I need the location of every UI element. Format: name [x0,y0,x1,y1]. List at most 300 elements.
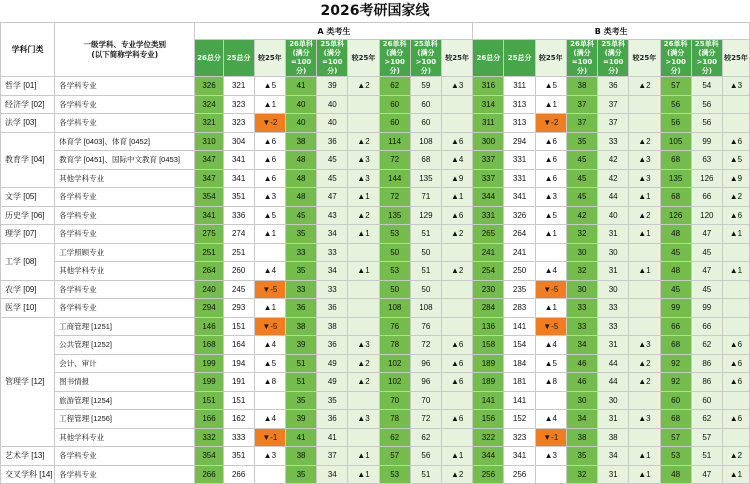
score-cell-a: 48 [285,151,316,170]
score-cell-b: 37 [598,114,629,133]
score-cell-b: 68 [660,410,691,429]
score-cell-a: 33 [317,243,348,262]
score-cell-b: 300 [473,132,504,151]
score-cell-a: 41 [317,428,348,447]
table-row [1,114,750,133]
score-cell-b: 40 [598,206,629,225]
score-cell-a: 251 [195,243,223,262]
change-cell-b: ▲6 [722,206,749,225]
score-cell-a: 35 [285,225,316,244]
score-cell-a: 304 [223,132,254,151]
change-cell-a: ▲2 [348,206,379,225]
category-cell: 图书情报 [55,373,195,392]
score-cell-b: 37 [598,95,629,114]
score-cell-b: 46 [566,373,597,392]
score-cell-b: 99 [660,299,691,318]
change-cell-b: ▲1 [629,447,660,466]
change-cell-a: ▲6 [441,206,472,225]
column-header-a-2: 较25年 [254,40,285,77]
subject-cell: 交叉学科 [14] [1,465,55,484]
score-cell-a: 351 [223,447,254,466]
score-cell-a: 260 [223,262,254,281]
change-cell-b [629,299,660,318]
score-cell-a: 341 [223,169,254,188]
column-header-a-7: 25单科 (满分 >100分) [410,40,441,77]
change-cell-b: ▲3 [629,169,660,188]
score-cell-a: 326 [195,77,223,96]
column-header-a-5: 较25年 [348,40,379,77]
change-cell-b: ▲1 [629,465,660,484]
change-cell-b: ▲1 [629,188,660,207]
score-cell-b: 62 [691,410,722,429]
score-cell-a: 70 [379,391,410,410]
subject-cell: 医学 [10] [1,299,55,318]
change-cell-a: ▼-2 [254,114,285,133]
score-cell-a: 240 [195,280,223,299]
change-cell-a [441,243,472,262]
subject-cell: 管理学 [12] [1,317,55,447]
score-cell-a: 51 [410,262,441,281]
score-cell-b: 56 [691,95,722,114]
score-cell-b: 38 [598,428,629,447]
table-row [1,169,750,188]
table-row [1,206,750,225]
score-cell-a: 323 [223,95,254,114]
table-row [1,225,750,244]
score-cell-a: 33 [285,280,316,299]
score-cell-a: 39 [285,336,316,355]
score-cell-b: 33 [598,299,629,318]
score-cell-a: 108 [410,132,441,151]
score-cell-b: 45 [566,151,597,170]
score-cell-b: 45 [566,188,597,207]
score-cell-b: 35 [566,132,597,151]
score-cell-a: 324 [195,95,223,114]
change-cell-a: ▲1 [441,188,472,207]
score-cell-b: 57 [660,77,691,96]
change-cell-a: ▲1 [348,465,379,484]
score-cell-a: 144 [379,169,410,188]
score-cell-a: 62 [379,428,410,447]
score-cell-a: 162 [223,410,254,429]
table-row [1,465,750,484]
score-cell-b: 311 [473,114,504,133]
score-cell-b: 32 [566,225,597,244]
score-cell-b: 45 [660,243,691,262]
change-cell-a [441,428,472,447]
change-cell-a: ▲2 [441,262,472,281]
change-cell-b: ▲1 [722,225,749,244]
change-cell-b: ▲1 [629,225,660,244]
change-cell-b: ▼-5 [535,280,566,299]
score-cell-a: 41 [285,77,316,96]
change-cell-a: ▲8 [254,373,285,392]
score-cell-a: 321 [195,114,223,133]
score-cell-a: 36 [317,299,348,318]
category-cell: 教育学 [0451]、国际中文教育 [0453] [55,151,195,170]
table-row [1,132,750,151]
change-cell-a: ▲1 [254,299,285,318]
header-category-line1: 一级学科、专业学位类别 [83,39,167,49]
score-cell-a: 37 [317,447,348,466]
change-cell-a: ▲6 [441,336,472,355]
score-cell-b: 45 [691,243,722,262]
change-cell-a: ▲2 [348,132,379,151]
score-cell-b: 33 [598,317,629,336]
column-header-b-4: 25单科 (满分 =100分) [598,40,629,77]
score-cell-b: 230 [473,280,504,299]
score-cell-a: 166 [195,410,223,429]
table-row [1,151,750,170]
change-cell-a: ▲6 [441,373,472,392]
score-cell-a: 354 [195,447,223,466]
change-cell-a [348,391,379,410]
category-cell: 其他学科专业 [55,169,195,188]
change-cell-b: ▲5 [535,77,566,96]
change-cell-a: ▲1 [348,262,379,281]
score-cell-a: 40 [285,95,316,114]
score-cell-a: 50 [379,280,410,299]
change-cell-b: ▲2 [629,354,660,373]
score-cell-a: 39 [285,410,316,429]
change-cell-b: ▲3 [535,188,566,207]
change-cell-b: ▲2 [629,132,660,151]
score-cell-a: 36 [317,336,348,355]
change-cell-a [441,280,472,299]
score-cell-a: 33 [285,243,316,262]
score-cell-b: 337 [473,169,504,188]
score-cell-b: 47 [691,465,722,484]
column-header-a-3: 26单科 (满分 =100分) [285,40,316,77]
change-cell-a [441,114,472,133]
change-cell-b: ▲6 [722,410,749,429]
score-cell-a: 45 [317,169,348,188]
score-cell-b: 36 [598,77,629,96]
score-cell-b: 250 [504,262,535,281]
score-cell-b: 92 [660,354,691,373]
change-cell-a: ▲2 [441,465,472,484]
score-cell-a: 39 [317,77,348,96]
score-cell-b: 135 [660,169,691,188]
change-cell-a [441,317,472,336]
score-cell-a: 51 [410,465,441,484]
score-cell-a: 135 [410,169,441,188]
table-row [1,447,750,466]
change-cell-b: ▲1 [629,262,660,281]
score-cell-a: 51 [285,373,316,392]
change-cell-a: ▲5 [254,77,285,96]
score-cell-b: 254 [473,262,504,281]
score-cell-b: 45 [660,280,691,299]
score-cell-b: 189 [473,373,504,392]
change-cell-b: ▲6 [722,354,749,373]
score-cell-b: 66 [691,317,722,336]
score-cell-b: 30 [598,243,629,262]
change-cell-a [348,299,379,318]
score-cell-b: 235 [504,280,535,299]
table-row [1,95,750,114]
score-cell-b: 32 [566,465,597,484]
score-cell-b: 48 [660,465,691,484]
change-cell-b: ▲1 [535,95,566,114]
category-cell: 体育学 [0403]、体育 [0452] [55,132,195,151]
score-cell-a: 53 [379,262,410,281]
score-cell-b: 33 [566,317,597,336]
score-cell-a: 332 [195,428,223,447]
score-cell-b: 37 [566,114,597,133]
score-cell-b: 56 [660,95,691,114]
change-cell-b: ▲6 [722,373,749,392]
score-cell-b: 56 [660,114,691,133]
score-cell-b: 31 [598,336,629,355]
change-cell-b [722,114,749,133]
score-cell-b: 44 [598,373,629,392]
category-cell: 其他学科专业 [55,428,195,447]
change-cell-b [535,391,566,410]
score-cell-b: 31 [598,262,629,281]
change-cell-b: ▲8 [535,373,566,392]
score-cell-b: 313 [504,95,535,114]
change-cell-a [348,114,379,133]
score-cell-b: 45 [566,169,597,188]
score-cell-a: 78 [379,410,410,429]
column-header-a-6: 26单科 (满分 >100分) [379,40,410,77]
change-cell-a: ▲6 [441,132,472,151]
change-cell-b [722,280,749,299]
score-cell-b: 33 [566,299,597,318]
score-cell-a: 135 [379,206,410,225]
score-cell-a: 72 [379,188,410,207]
score-cell-a: 323 [223,114,254,133]
score-cell-a: 164 [223,336,254,355]
change-cell-a: ▲1 [348,188,379,207]
score-cell-a: 49 [317,373,348,392]
change-cell-a: ▲3 [348,151,379,170]
score-cell-b: 184 [504,354,535,373]
score-cell-b: 53 [660,447,691,466]
score-cell-a: 60 [379,114,410,133]
score-cell-b: 344 [473,188,504,207]
change-cell-b: ▲3 [535,447,566,466]
change-cell-b [722,95,749,114]
score-cell-a: 35 [285,465,316,484]
score-cell-a: 38 [317,317,348,336]
score-cell-a: 49 [317,354,348,373]
table-row [1,280,750,299]
score-cell-b: 62 [691,336,722,355]
change-cell-a [254,391,285,410]
score-cell-b: 314 [473,95,504,114]
score-cell-a: 146 [195,317,223,336]
score-cell-b: 42 [566,206,597,225]
change-cell-b: ▲6 [722,336,749,355]
subject-cell: 经济学 [02] [1,95,55,114]
score-cell-b: 46 [566,354,597,373]
change-cell-a: ▲4 [254,410,285,429]
change-cell-b: ▲1 [535,225,566,244]
score-cell-b: 63 [691,151,722,170]
score-cell-b: 48 [660,262,691,281]
score-cell-a: 274 [223,225,254,244]
score-cell-b: 105 [660,132,691,151]
change-cell-b: ▲9 [722,169,749,188]
change-cell-a: ▲1 [254,95,285,114]
subject-cell: 理学 [07] [1,225,55,244]
score-cell-a: 108 [379,299,410,318]
category-cell: 各学科专业 [55,114,195,133]
change-cell-b: ▲3 [629,410,660,429]
score-cell-b: 283 [504,299,535,318]
score-cell-a: 48 [285,188,316,207]
category-cell: 公共管理 [1252] [55,336,195,355]
change-cell-b [535,465,566,484]
score-cell-b: 92 [660,373,691,392]
subject-cell: 艺术学 [13] [1,447,55,466]
score-cell-a: 40 [317,95,348,114]
change-cell-b [629,95,660,114]
score-cell-a: 293 [223,299,254,318]
score-cell-b: 152 [504,410,535,429]
score-cell-b: 141 [504,317,535,336]
category-cell: 各学科专业 [55,447,195,466]
change-cell-a [441,95,472,114]
change-cell-a: ▲4 [441,151,472,170]
category-cell: 各学科专业 [55,188,195,207]
score-cell-a: 50 [410,280,441,299]
score-cell-b: 44 [598,188,629,207]
change-cell-a: ▲3 [441,77,472,96]
score-cell-b: 181 [504,373,535,392]
change-cell-a: ▲1 [348,447,379,466]
subject-cell: 工学 [08] [1,243,55,280]
score-cell-b: 156 [473,410,504,429]
score-cell-a: 114 [379,132,410,151]
category-cell: 会计、审计 [55,354,195,373]
category-cell: 各学科专业 [55,95,195,114]
change-cell-a: ▲3 [254,447,285,466]
score-cell-b: 31 [598,225,629,244]
change-cell-b: ▲6 [535,169,566,188]
score-cell-a: 38 [285,132,316,151]
score-table [0,22,750,484]
change-cell-b: ▲6 [535,132,566,151]
change-cell-a: ▲2 [348,77,379,96]
change-cell-a [348,317,379,336]
score-cell-a: 36 [317,410,348,429]
table-row [1,299,750,318]
subject-cell: 文学 [05] [1,188,55,207]
score-cell-a: 78 [379,336,410,355]
score-cell-b: 37 [566,95,597,114]
score-cell-a: 38 [285,447,316,466]
score-cell-b: 331 [473,206,504,225]
score-cell-a: 53 [379,465,410,484]
change-cell-b: ▲2 [722,447,749,466]
score-cell-a: 33 [317,280,348,299]
score-cell-b: 341 [504,188,535,207]
column-header-a-8: 较25年 [441,40,472,77]
score-cell-a: 96 [410,373,441,392]
category-cell: 各学科专业 [55,465,195,484]
change-cell-b: ▼-5 [535,317,566,336]
score-cell-b: 158 [473,336,504,355]
change-cell-a: ▲1 [348,225,379,244]
change-cell-b [722,317,749,336]
category-cell: 工程管理 [1256] [55,410,195,429]
score-cell-b: 60 [691,391,722,410]
change-cell-b [722,391,749,410]
score-cell-b: 32 [566,262,597,281]
score-cell-a: 34 [317,262,348,281]
score-cell-b: 154 [504,336,535,355]
score-cell-a: 60 [410,95,441,114]
score-cell-a: 336 [223,206,254,225]
score-cell-b: 341 [504,447,535,466]
change-cell-a: ▲3 [254,188,285,207]
change-cell-a: ▲6 [441,410,472,429]
column-header-b-1: 25总分 [504,40,535,77]
score-cell-b: 33 [598,132,629,151]
score-cell-b: 30 [566,280,597,299]
score-cell-a: 321 [223,77,254,96]
change-cell-b: ▲3 [722,77,749,96]
change-cell-a: ▲6 [254,169,285,188]
category-cell: 各学科专业 [55,77,195,96]
score-cell-b: 294 [504,132,535,151]
change-cell-b [535,243,566,262]
score-cell-a: 245 [223,280,254,299]
column-header-b-3: 26单科 (满分 =100分) [566,40,597,77]
score-cell-b: 47 [691,225,722,244]
score-cell-b: 31 [598,465,629,484]
score-cell-a: 199 [195,373,223,392]
score-cell-b: 331 [504,151,535,170]
table-row [1,77,750,96]
change-cell-b: ▲1 [722,262,749,281]
score-cell-b: 189 [473,354,504,373]
change-cell-b: ▼-1 [535,428,566,447]
score-cell-a: 333 [223,428,254,447]
score-cell-a: 347 [195,151,223,170]
category-cell: 旅游管理 [1254] [55,391,195,410]
category-cell: 各学科专业 [55,280,195,299]
change-cell-b: ▲2 [629,373,660,392]
change-cell-a: ▲4 [254,262,285,281]
score-cell-b: 30 [598,391,629,410]
score-cell-b: 66 [660,317,691,336]
category-cell: 各学科专业 [55,299,195,318]
score-cell-b: 344 [473,447,504,466]
score-cell-a: 108 [410,299,441,318]
change-cell-a [348,280,379,299]
score-cell-b: 99 [691,299,722,318]
score-cell-a: 35 [285,391,316,410]
score-cell-a: 50 [379,243,410,262]
score-cell-a: 151 [223,317,254,336]
score-cell-b: 54 [691,77,722,96]
score-cell-a: 45 [317,151,348,170]
change-cell-a: ▲2 [348,354,379,373]
score-cell-a: 50 [410,243,441,262]
score-cell-b: 57 [660,428,691,447]
column-header-a-4: 25单科 (满分 =100分) [317,40,348,77]
score-cell-b: 56 [691,114,722,133]
score-cell-a: 62 [410,428,441,447]
score-cell-a: 72 [379,151,410,170]
score-cell-a: 45 [285,206,316,225]
column-header-a-0: 26总分 [195,40,223,77]
score-cell-b: 86 [691,354,722,373]
